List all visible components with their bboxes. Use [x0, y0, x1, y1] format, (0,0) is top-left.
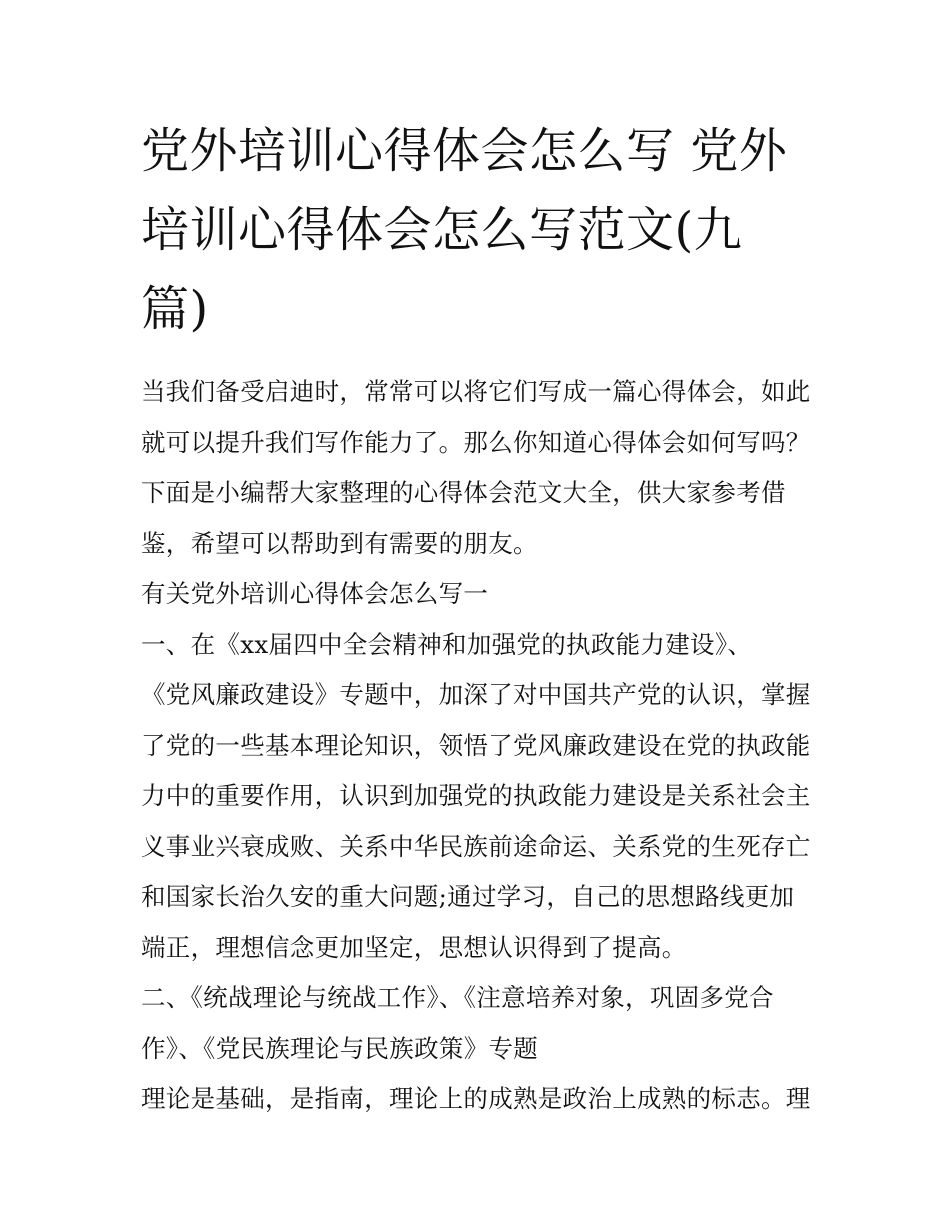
- title-line: 培训心得体会怎么写范文(九: [141, 202, 743, 258]
- text-line: 鉴，希望可以帮助到有需要的朋友。: [141, 528, 538, 558]
- text-line: 当我们备受启迪时，常常可以将它们写成一篇心得体会，如此: [141, 377, 811, 406]
- title-line: 党外培训心得体会怎么写 党外: [141, 123, 788, 179]
- point-one-paragraph: [141, 620, 821, 974]
- text-line: 力中的重要作用，认识到加强党的执政能力建设是关系社会主: [141, 781, 811, 810]
- text-line: 理论是基础，是指南，理论上的成熟是政治上成熟的标志。理: [141, 1084, 811, 1113]
- document-body: [141, 367, 821, 1125]
- text-line: 二、《统战理论与统战工作》、《注意培养对象，巩固多党合: [141, 983, 774, 1012]
- document-title: [141, 112, 821, 349]
- text-line: 有关党外培训心得体会怎么写一: [141, 579, 489, 608]
- theory-paragraph: [141, 1074, 821, 1125]
- text-line: 《党风廉政建设》专题中，加深了对中国共产党的认识，掌握: [141, 680, 811, 709]
- text-line: 作》、《党民族理论与民族政策》专题: [141, 1033, 539, 1063]
- text-line: 端正，理想信念更加坚定，思想认识得到了提高。: [141, 932, 687, 962]
- text-line: 一、在《xx届四中全会精神和加强党的执政能力建设》、: [141, 629, 753, 659]
- text-line: 就可以提升我们写作能力了。那么你知道心得体会如何写吗？: [141, 427, 811, 457]
- title-line: 篇): [141, 281, 209, 337]
- text-line: 了党的一些基本理论知识，领悟了党风廉政建设在党的执政能: [141, 730, 811, 760]
- document-page: [141, 112, 821, 1125]
- text-line: 义事业兴衰成败、关系中华民族前途命运、关系党的生死存亡: [141, 831, 811, 861]
- intro-paragraph: [141, 367, 821, 569]
- section-heading: [141, 569, 821, 620]
- text-line: 和国家长治久安的重大问题;通过学习，自己的思想路线更加: [141, 882, 795, 911]
- point-two-paragraph: [141, 973, 821, 1074]
- text-line: 下面是小编帮大家整理的心得体会范文大全，供大家参考借: [141, 478, 786, 507]
